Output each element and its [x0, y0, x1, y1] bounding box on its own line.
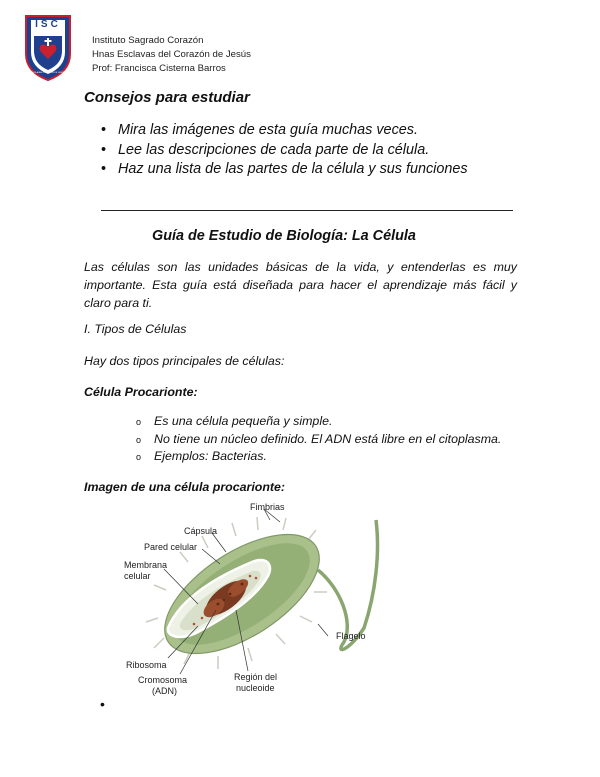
prokaryote-features: [136, 414, 501, 467]
list-item: o Es una célula pequeña y simple.: [136, 414, 333, 428]
logo-motto: ESCLAVAS CORAZÓN DE JESÚS: [30, 72, 66, 74]
divider: [101, 210, 513, 211]
section-heading: I. Tipos de Células: [84, 322, 187, 336]
label-flagelo: Flagelo: [336, 631, 366, 641]
header-block: [92, 34, 251, 76]
list-item: • Lee las descripciones de cada parte de la célula.: [101, 141, 430, 158]
label-membrana-1: Membrana: [124, 560, 168, 570]
label-cromosoma-1: Cromosoma: [138, 675, 188, 685]
logo-text: ISC: [35, 19, 61, 30]
empty-bullet: •: [100, 696, 105, 712]
image-heading: Imagen de una célula procarionte:: [84, 480, 286, 494]
page-title: Guía de Estudio de Biología: La Célula: [152, 228, 416, 244]
teacher-name: Prof: Francisca Cisterna Barros: [92, 63, 226, 74]
label-ribosoma: Ribosoma: [126, 660, 167, 670]
cell-types-sentence: Hay dos tipos principales de células:: [84, 354, 285, 368]
label-region-2: nucleoide: [236, 683, 275, 693]
label-capsula: Cápsula: [184, 526, 218, 536]
label-region-1: Región del: [234, 672, 278, 682]
label-pared-celular: Pared celular: [144, 542, 198, 552]
label-cromosoma-2: (ADN): [152, 686, 177, 696]
label-fimbrias: Fimbrias: [250, 502, 285, 512]
tips-list: [100, 122, 468, 181]
school-name: Instituto Sagrado Corazón: [92, 35, 204, 46]
prokaryotic-cell-diagram: [118, 500, 390, 700]
tips-title: Consejos para estudiar: [84, 89, 250, 106]
list-item: o No tiene un núcleo definido. El ADN está libre en el citoplasma.: [136, 431, 502, 446]
label-membrana-2: celular: [124, 571, 151, 581]
list-item: o Ejemplos: Bacterias.: [136, 449, 267, 463]
list-item: • Haz una lista de las partes de la célula y sus funciones: [101, 161, 468, 177]
congregation-name: Hnas Esclavas del Corazón de Jesús: [92, 49, 251, 60]
intro-paragraph: Las células son las unidades básicas de la vida, y entenderlas es muy importante. Esta guía está diseñada para hacer el aprendizaje más fácil y claro para ti.: [84, 260, 517, 310]
prokaryote-heading: Célula Procarionte:: [84, 385, 198, 399]
list-item: • Mira las imágenes de esta guía muchas veces.: [101, 122, 418, 138]
